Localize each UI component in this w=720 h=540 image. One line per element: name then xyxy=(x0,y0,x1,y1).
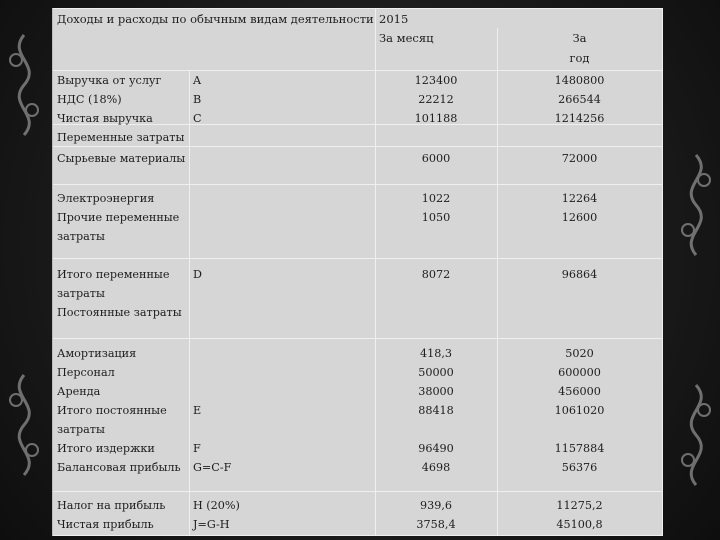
row-label: Балансовая прибыль xyxy=(57,461,181,474)
row-month-value: 8072 xyxy=(421,268,451,281)
row-code: J=G-H xyxy=(193,518,230,531)
grid-line xyxy=(53,338,663,339)
row-code: E xyxy=(193,404,202,417)
row-year-value: 600000 xyxy=(558,366,601,379)
row-label: НДС (18%) xyxy=(57,93,122,106)
row-label: Чистая прибыль xyxy=(57,518,154,531)
ornament-right-bottom xyxy=(674,380,718,490)
row-label: Постоянные затраты xyxy=(57,306,182,319)
row-month-value: 1050 xyxy=(421,211,451,224)
row-year-value: 56376 xyxy=(561,461,598,474)
ornament-right-top xyxy=(674,150,718,260)
row-year-value: 5020 xyxy=(565,347,594,360)
row-label: Амортизация xyxy=(57,347,137,360)
row-label: Итого переменные затраты xyxy=(57,268,170,300)
row-month-value: 88418 xyxy=(418,404,454,417)
row-label: Переменные затраты xyxy=(57,131,185,144)
row-label: Налог на прибыль xyxy=(57,499,166,512)
row-year-value: 11275,2 xyxy=(556,499,603,512)
grid-line xyxy=(662,8,663,536)
year-column-header: За xyxy=(572,31,587,45)
row-code: F xyxy=(193,442,201,455)
row-label: Аренда xyxy=(57,385,101,398)
grid-line xyxy=(53,491,663,492)
row-label: Итого постоянные затраты xyxy=(57,404,167,436)
year-header: 2015 xyxy=(379,12,409,26)
ornament-left-bottom xyxy=(2,370,46,480)
row-month-value: 4698 xyxy=(421,461,451,474)
grid-line xyxy=(53,258,663,259)
row-code: B xyxy=(193,93,202,106)
row-year-value: 266544 xyxy=(558,93,601,106)
row-code: A xyxy=(193,74,202,87)
row-year-value: 456000 xyxy=(558,385,601,398)
row-label: Выручка от услуг xyxy=(57,74,162,87)
row-label: Итого издержки xyxy=(57,442,155,455)
grid-line xyxy=(53,184,663,185)
row-label: Персонал xyxy=(57,366,115,379)
row-year-value: 12600 xyxy=(561,211,598,224)
row-year-value: 1157884 xyxy=(554,442,605,455)
row-month-value: 1022 xyxy=(421,192,451,205)
row-month-value: 418,3 xyxy=(419,347,453,360)
grid-line xyxy=(53,8,663,9)
row-month-value: 101188 xyxy=(414,112,458,125)
row-month-value: 50000 xyxy=(418,366,454,379)
row-label: Чистая выручка xyxy=(57,112,153,125)
table-title: Доходы и расходы по обычным видам деятельности xyxy=(57,12,374,26)
row-label: Сырьевые материалы xyxy=(57,152,186,165)
row-label: Электроэнергия xyxy=(57,192,155,205)
row-code: D xyxy=(193,268,202,281)
row-month-value: 6000 xyxy=(421,152,451,165)
row-year-value: 96864 xyxy=(561,268,598,281)
row-year-value: 1480800 xyxy=(554,74,605,87)
grid-line xyxy=(53,535,663,536)
row-code: G=C-F xyxy=(193,461,232,474)
row-month-value: 96490 xyxy=(418,442,454,455)
year-column-header-line2: год xyxy=(569,51,590,65)
row-month-value: 123400 xyxy=(414,74,458,87)
month-column-header: За месяц xyxy=(379,31,434,45)
row-year-value: 12264 xyxy=(561,192,598,205)
row-month-value: 38000 xyxy=(418,385,454,398)
row-year-value: 45100,8 xyxy=(556,518,603,531)
row-label: Прочие переменные затраты xyxy=(57,211,180,243)
row-month-value: 3758,4 xyxy=(416,518,456,531)
grid-line xyxy=(189,70,190,536)
ornament-left-top xyxy=(2,30,46,140)
row-month-value: 22212 xyxy=(418,93,454,106)
row-month-value: 939,6 xyxy=(419,499,453,512)
income-expense-table xyxy=(52,8,663,536)
row-code: H (20%) xyxy=(193,499,240,512)
row-code: C xyxy=(193,112,202,125)
row-year-value: 1061020 xyxy=(554,404,605,417)
row-year-value: 1214256 xyxy=(554,112,605,125)
row-year-value: 72000 xyxy=(561,152,598,165)
